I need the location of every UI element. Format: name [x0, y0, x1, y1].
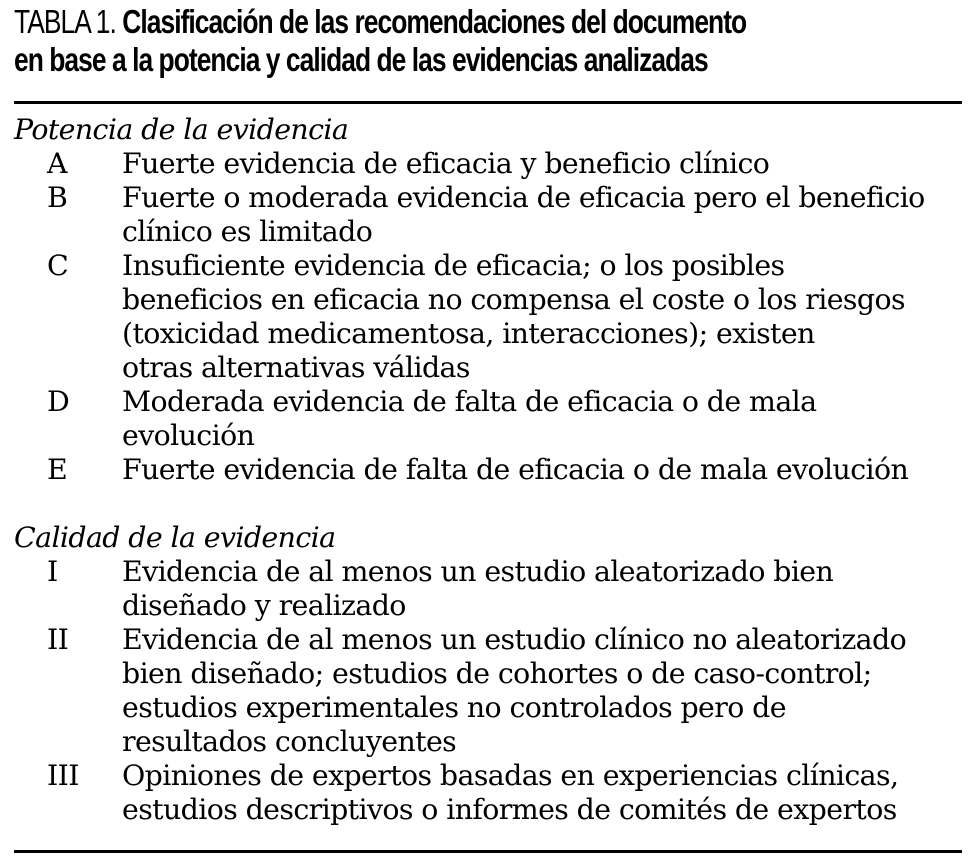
item-line: estudios experimentales no controlados pero de: [122, 691, 786, 724]
item-line: clínico es limitado: [122, 215, 373, 248]
section-heading: Calidad de la evidencia: [14, 521, 336, 554]
item-line: Evidencia de al menos un estudio clínico no aleatorizado: [122, 623, 907, 656]
item-line: evolución: [122, 419, 255, 452]
item-line: resultados concluyentes: [122, 725, 457, 758]
item-line: beneficios en eficacia no compensa el coste o los riesgos: [122, 283, 905, 316]
item-line: Fuerte evidencia de falta de eficacia o de mala evolución: [122, 453, 909, 486]
table-container: [14, 0, 962, 826]
list-item: [14, 623, 962, 759]
item-text: [122, 623, 962, 759]
section-potencia: [14, 113, 962, 487]
item-text: [122, 555, 962, 623]
item-text: [122, 453, 962, 487]
item-line: estudios descriptivos o informes de comités de expertos: [122, 793, 897, 826]
item-text: [122, 759, 962, 827]
list-item: [14, 249, 962, 385]
table-title-text-1: Clasificación de las recomendaciones del documento: [122, 3, 747, 40]
list-item: [14, 555, 962, 623]
item-text: [122, 385, 962, 453]
item-line: Opiniones de expertos basadas en experiencias clínicas,: [122, 759, 899, 792]
list-item: [14, 453, 962, 487]
item-code: C: [47, 249, 69, 282]
section-heading: Potencia de la evidencia: [14, 113, 349, 146]
item-line: Insuficiente evidencia de eficacia; o los posibles: [122, 249, 785, 282]
item-line: Evidencia de al menos un estudio aleatorizado bien: [122, 555, 834, 588]
item-code: B: [47, 181, 68, 214]
list-item: [14, 147, 962, 181]
top-rule: [14, 101, 962, 104]
list-item: [14, 181, 962, 249]
item-line: diseñado y realizado: [122, 589, 406, 622]
item-code: II: [47, 623, 69, 656]
item-line: Moderada evidencia de falta de eficacia o de mala: [122, 385, 817, 418]
table-body: [14, 113, 962, 827]
item-line: Fuerte evidencia de eficacia y beneficio clínico: [122, 147, 770, 180]
item-text: [122, 249, 962, 385]
item-code: A: [47, 147, 67, 180]
bottom-rule: [14, 850, 962, 853]
item-text: [122, 181, 962, 249]
item-line: (toxicidad medicamentosa, interacciones); existen: [122, 317, 815, 350]
item-code: D: [47, 385, 70, 418]
table-title-line-1: [14, 3, 962, 41]
item-code: E: [47, 453, 68, 486]
item-line: otras alternativas válidas: [122, 351, 470, 384]
item-code: III: [47, 759, 79, 792]
list-item: [14, 759, 962, 827]
table-label: TABLA 1.: [14, 3, 116, 40]
item-line: Fuerte o moderada evidencia de eficacia pero el beneficio: [122, 181, 925, 214]
item-text: [122, 147, 962, 181]
table-title: [14, 0, 962, 79]
list-item: [14, 385, 962, 453]
table-title-line-2: en base a la potencia y calidad de las evidencias analizadas: [14, 41, 708, 78]
item-code: I: [47, 555, 58, 588]
item-line: bien diseñado; estudios de cohortes o de caso-control;: [122, 657, 872, 690]
section-calidad: [14, 521, 962, 827]
